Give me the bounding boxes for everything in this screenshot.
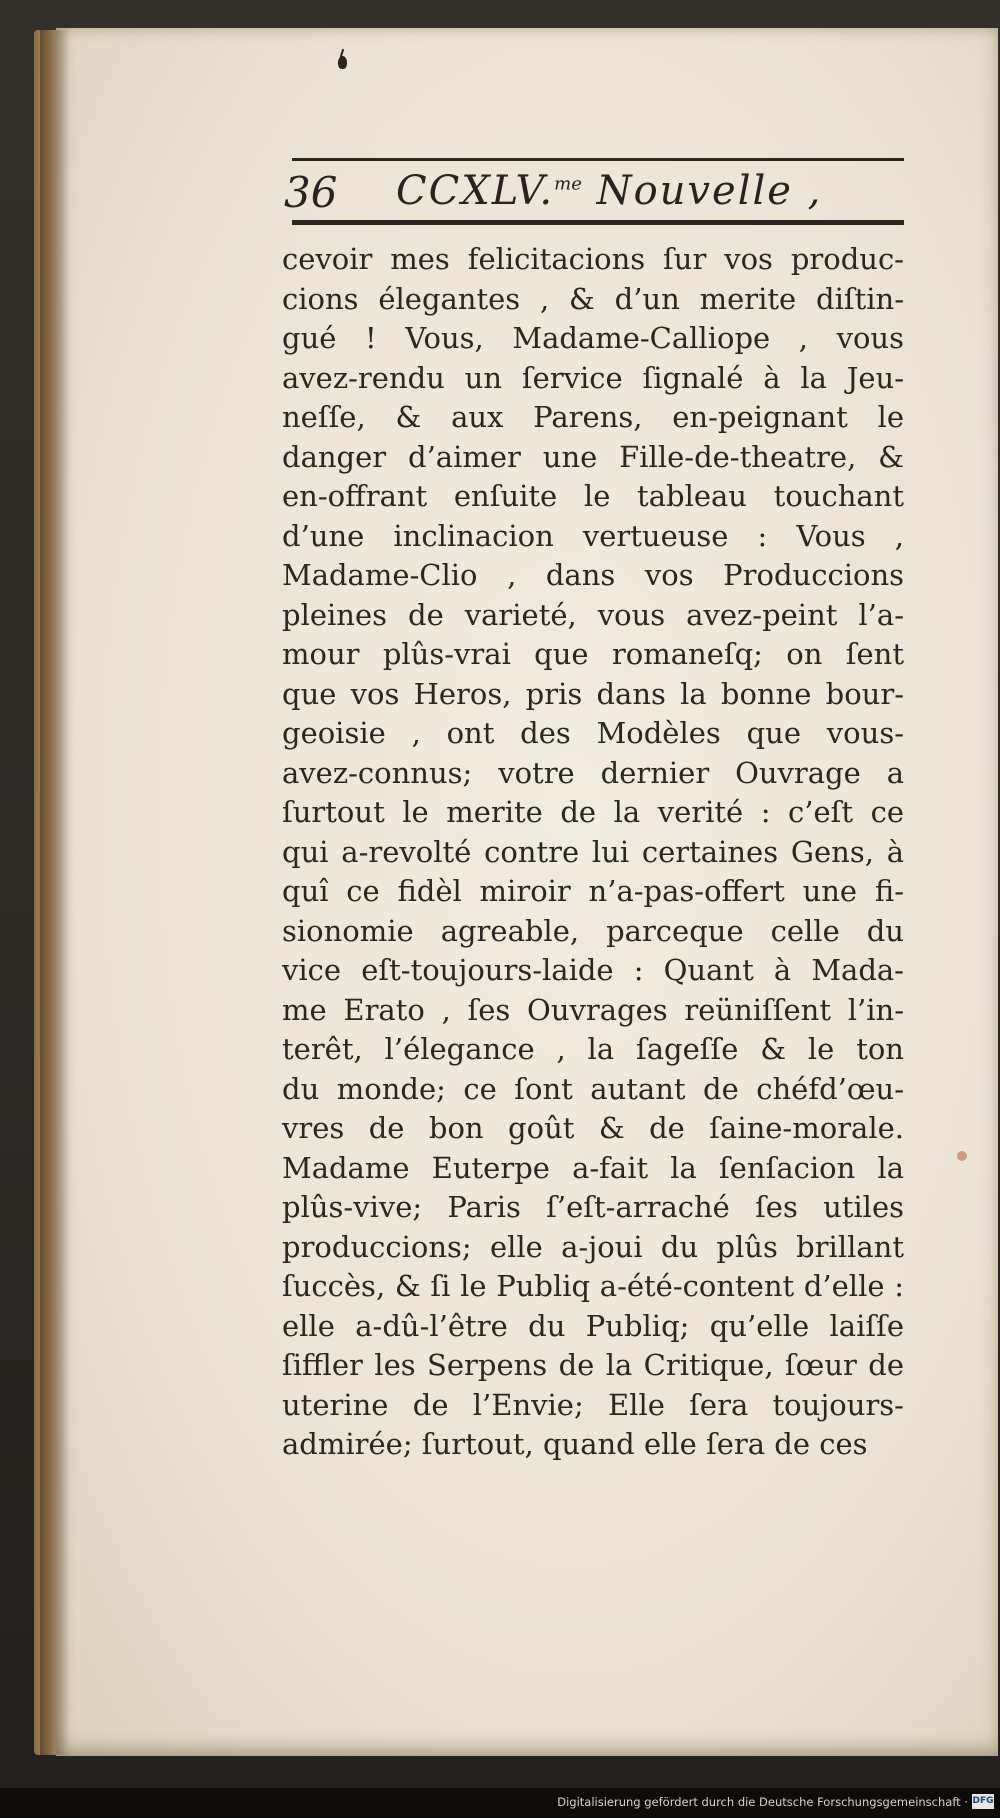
text-line: ſuccès, & ſi le Publiq a-été-content d’elle : bbox=[282, 1269, 904, 1303]
text-line: uterine de l’Envie; Elle ſera toujours- bbox=[282, 1387, 904, 1422]
text-line: elle a-dû-l’être du Publiq; qu’elle laiſſe bbox=[282, 1308, 904, 1343]
text-line: terêt, l’élegance , la ſageſſe & le ton bbox=[282, 1032, 904, 1066]
text-line: avez-connus; votre dernier Ouvrage a bbox=[282, 755, 904, 790]
text-line: cevoir mes felicitacions ſur vos produc- bbox=[282, 242, 904, 276]
paper-stain bbox=[957, 1151, 967, 1161]
text-line: plûs-vive; Paris ſ’eſt-arraché ſes utiles bbox=[282, 1190, 904, 1224]
text-line: pleines de varieté, vous avez-peint l’a- bbox=[282, 597, 904, 632]
dfg-logo: DFG bbox=[972, 1794, 994, 1809]
page-number: 36 bbox=[284, 168, 338, 217]
text-line: admirée; ſurtout, quand elle ſera de ces bbox=[282, 1427, 868, 1461]
header-rule-bottom bbox=[292, 220, 904, 225]
text-line: Madame Euterpe a-fait la ſenſacion la bbox=[282, 1150, 904, 1185]
footer-bar bbox=[0, 1788, 1000, 1818]
text-line: me Erato , ſes Ouvrages reüniſſent l’in- bbox=[282, 992, 904, 1027]
text-line: neſſe, & aux Parens, en-peignant le bbox=[282, 400, 904, 434]
text-line: gué ! Vous, Madame-Calliope , vous bbox=[282, 321, 904, 355]
text-line: danger d’aimer une Fille-de-theatre, & bbox=[282, 439, 904, 474]
text-line: que vos Heros, pris dans la bonne bour- bbox=[282, 676, 904, 711]
running-title-rest: Nouvelle , bbox=[581, 168, 823, 214]
text-line: Madame-Clio , dans vos Produccions bbox=[282, 558, 904, 592]
text-line: en-offrant enſuite le tableau touchant bbox=[282, 479, 904, 513]
text-line: vres de bon goût & de ſaine-morale. bbox=[282, 1111, 904, 1145]
text-line: qui a-revolté contre lui certaines Gens, à bbox=[282, 834, 904, 869]
text-line: ſiffler les Serpens de la Critique, ſœur de bbox=[282, 1348, 904, 1382]
text-line: avez-rendu un ſervice ſignalé à la Jeu- bbox=[282, 360, 904, 395]
ink-spot bbox=[338, 56, 347, 69]
text-line: produccions; elle a-joui du plûs brillant bbox=[282, 1229, 904, 1264]
header-rule-top bbox=[292, 158, 904, 161]
text-line: d’une inclinacion vertueuse : Vous , bbox=[282, 518, 904, 553]
running-header bbox=[284, 162, 904, 218]
spine-shadow bbox=[40, 30, 70, 1755]
text-line: vice eſt-toujours-laide : Quant à Mada- bbox=[282, 953, 904, 987]
body-text bbox=[282, 240, 904, 1465]
text-line: quî ce fidèl miroir n’a-pas-offert une fi- bbox=[282, 874, 904, 908]
text-line: du monde; ce ſont autant de chéfd’œu- bbox=[282, 1071, 904, 1106]
text-line: geoisie , ont des Modèles que vous- bbox=[282, 716, 904, 750]
text-line: sionomie agreable, parceque celle du bbox=[282, 913, 904, 948]
funding-credit: Digitalisierung gefördert durch die Deutsche Forschungsgemeinschaft · bbox=[557, 1795, 968, 1809]
text-line: cions élegantes , & d’un merite diſtin- bbox=[282, 281, 904, 316]
text-line: mour plûs-vrai que romaneſq; on ſent bbox=[282, 637, 904, 671]
running-title-superscript: me bbox=[554, 173, 582, 195]
running-title-main: CCXLV. bbox=[396, 168, 555, 214]
running-title bbox=[396, 168, 822, 214]
text-line: ſurtout le merite de la verité : c’eſt ce bbox=[282, 795, 904, 829]
